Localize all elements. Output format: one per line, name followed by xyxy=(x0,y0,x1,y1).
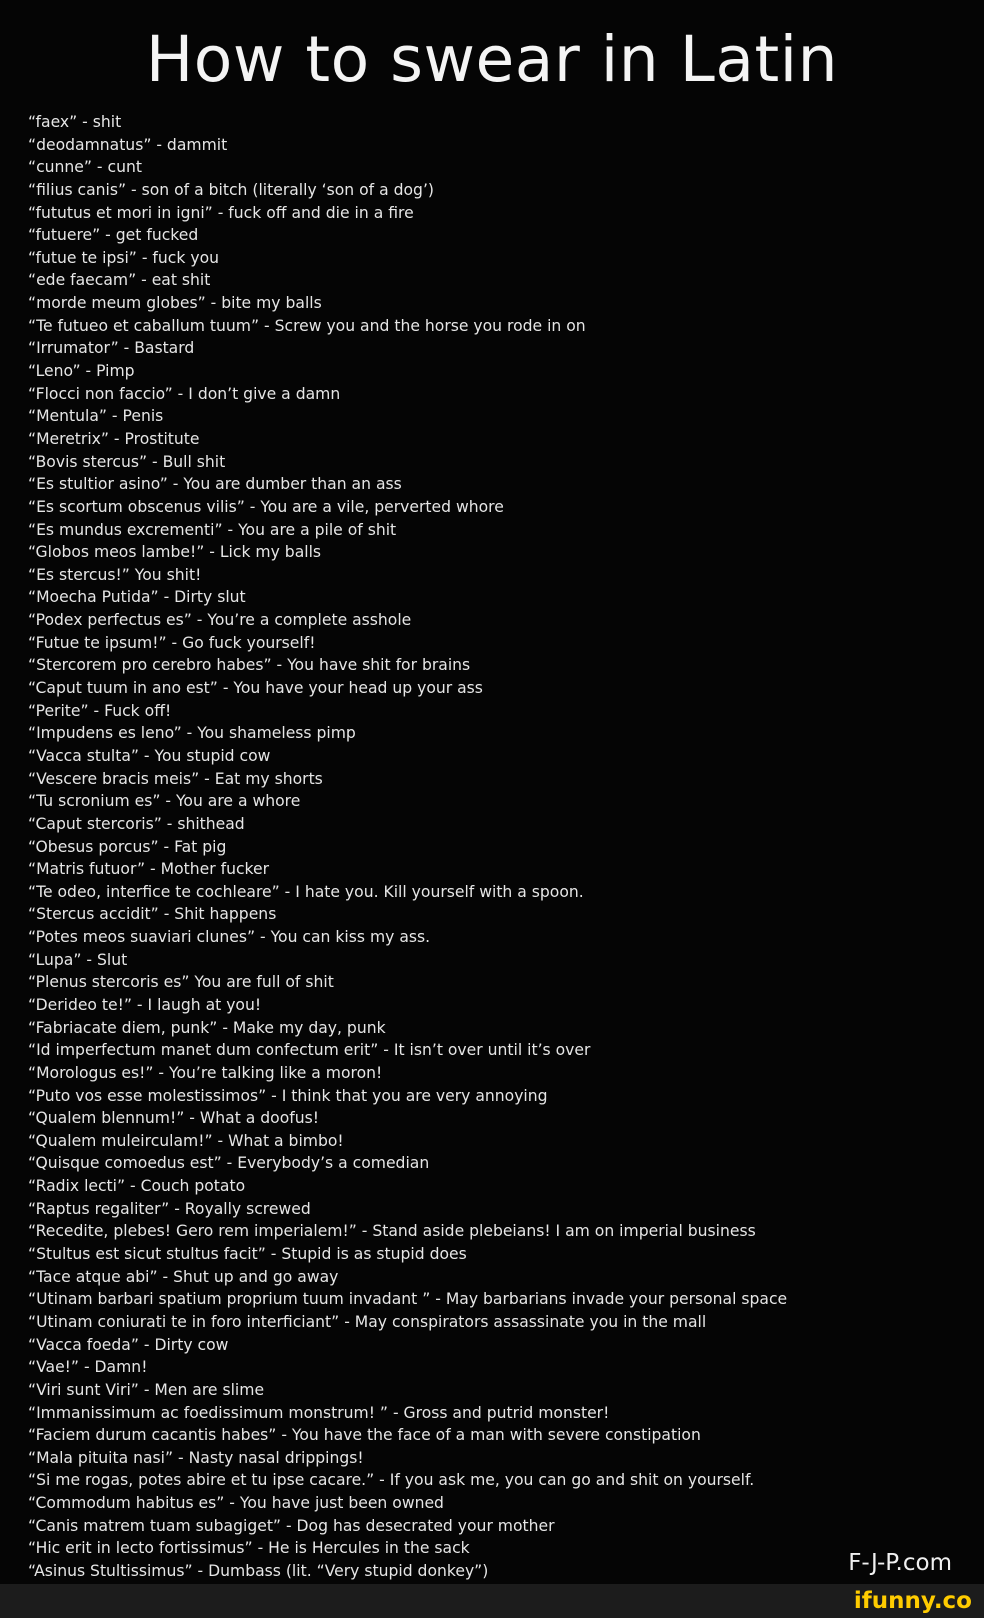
phrase-item: “Qualem blennum!” - What a doofus! xyxy=(28,1109,320,1128)
phrase-item: “Recedite, plebes! Gero rem imperialem!” - Stand aside plebeians! I am on imperial business xyxy=(28,1222,756,1241)
phrase-item: “Stultus est sicut stultus facit” - Stupid is as stupid does xyxy=(28,1245,467,1264)
phrase-item: “Te odeo, interfice te cochleare” - I hate you. Kill yourself with a spoon. xyxy=(28,882,584,901)
phrase-item: “Derideo te!” - I laugh at you! xyxy=(28,995,262,1014)
phrase-item: “Es scortum obscenus vilis” - You are a vile, perverted whore xyxy=(28,497,504,516)
phrase-item: “Bovis stercus” - Bull shit xyxy=(28,452,226,471)
phrase-item: “Caput stercoris” - shithead xyxy=(28,814,245,833)
phrase-item: “Es stultior asino” - You are dumber than an ass xyxy=(28,475,402,494)
source-watermark: F-J-P.com xyxy=(848,1550,952,1576)
page-title: How to swear in Latin xyxy=(145,23,839,96)
phrase-item: “Fabriacate diem, punk” - Make my day, punk xyxy=(28,1018,386,1037)
phrase-item: “Stercus accidit” - Shit happens xyxy=(28,905,277,924)
phrase-item: “Viri sunt Viri” - Men are slime xyxy=(28,1380,265,1399)
phrase-item: “filius canis” - son of a bitch (literally ‘son of a dog’) xyxy=(28,180,434,199)
phrase-item: “Vae!” - Damn! xyxy=(28,1358,148,1377)
phrase-item: “Impudens es leno” - You shameless pimp xyxy=(28,724,356,743)
phrase-item: “Mentula” - Penis xyxy=(28,407,164,426)
phrase-item: “Futue te ipsum!” - Go fuck yourself! xyxy=(28,633,316,652)
phrase-item: “Quisque comoedus est” - Everybody’s a comedian xyxy=(28,1154,430,1173)
phrase-item: “Es mundus excrementi” - You are a pile of shit xyxy=(28,520,397,539)
phrase-item: “Moecha Putida” - Dirty slut xyxy=(28,588,246,607)
phrase-item: “Utinam coniurati te in foro interficiant” - May conspirators assassinate you in the mall xyxy=(28,1312,707,1331)
phrase-item: “Commodum habitus es” - You have just been owned xyxy=(28,1494,444,1513)
phrase-item: “Perite” - Fuck off! xyxy=(28,701,172,720)
phrase-item: “ede faecam” - eat shit xyxy=(28,271,211,290)
phrase-item: “Mala pituita nasi” - Nasty nasal drippings! xyxy=(28,1448,364,1467)
phrase-item: “Puto vos esse molestissimos” - I think that you are very annoying xyxy=(28,1086,548,1105)
phrase-item: “Tu scronium es” - You are a whore xyxy=(28,792,301,811)
phrase-item: “Plenus stercoris es” You are full of shit xyxy=(28,973,334,992)
phrase-item: “fututus et mori in igni” - fuck off and die in a fire xyxy=(28,203,414,222)
phrase-item: “Id imperfectum manet dum confectum erit” - It isn’t over until it’s over xyxy=(28,1041,591,1060)
phrase-item: “Potes meos suaviari clunes” - You can kiss my ass. xyxy=(28,928,431,947)
phrase-item: “Tace atque abi” - Shut up and go away xyxy=(28,1267,339,1286)
phrase-item: “Meretrix” - Prostitute xyxy=(28,429,200,448)
phrase-item: “Podex perfectus es” - You’re a complete asshole xyxy=(28,611,412,630)
phrase-item: “Es stercus!” You shit! xyxy=(28,565,202,584)
phrase-item: “futue te ipsi” - fuck you xyxy=(28,248,220,267)
phrase-item: “futuere” - get fucked xyxy=(28,226,199,245)
phrase-item: “Vescere bracis meis” - Eat my shorts xyxy=(28,769,323,788)
phrase-item: “Immanissimum ac foedissimum monstrum! ” - Gross and putrid monster! xyxy=(28,1403,610,1422)
phrase-item: “Lupa” - Slut xyxy=(28,950,128,969)
phrase-item: “morde meum globes” - bite my balls xyxy=(28,294,322,313)
phrase-item: “Caput tuum in ano est” - You have your head up your ass xyxy=(28,679,483,698)
phrase-item: “Qualem muleirculam!” - What a bimbo! xyxy=(28,1131,344,1150)
brand-bar xyxy=(0,1584,984,1618)
phrase-item: “Morologus es!” - You’re talking like a moron! xyxy=(28,1063,383,1082)
phrase-item: “Te futueo et caballum tuum” - Screw you and the horse you rode in on xyxy=(28,316,586,335)
phrase-item: “deodamnatus” - dammit xyxy=(28,135,228,154)
phrase-item: “Raptus regaliter” - Royally screwed xyxy=(28,1199,311,1218)
phrase-item: “Leno” - Pimp xyxy=(28,362,135,381)
phrase-item: “Vacca foeda” - Dirty cow xyxy=(28,1335,229,1354)
brand-logo: ifunny.co xyxy=(853,1588,972,1614)
phrase-item: “Stercorem pro cerebro habes” - You have shit for brains xyxy=(28,656,471,675)
phrase-item: “Hic erit in lecto fortissimus” - He is Hercules in the sack xyxy=(28,1539,470,1558)
phrase-item: “Faciem durum cacantis habes” - You have the face of a man with severe constipation xyxy=(28,1426,701,1445)
phrase-item: “Vacca stulta” - You stupid cow xyxy=(28,746,271,765)
phrase-item: “faex” - shit xyxy=(28,113,122,131)
phrase-item: “Irrumator” - Bastard xyxy=(28,339,195,358)
phrase-item: “Radix lecti” - Couch potato xyxy=(28,1177,246,1196)
phrase-item: “Flocci non faccio” - I don’t give a damn xyxy=(28,384,341,403)
phrase-item: “Si me rogas, potes abire et tu ipse cacare.” - If you ask me, you can go and shit on yourself. xyxy=(28,1471,755,1490)
phrase-item: “Globos meos lambe!” - Lick my balls xyxy=(28,543,322,562)
phrase-item: “Canis matrem tuam subagiget” - Dog has desecrated your mother xyxy=(28,1516,555,1535)
phrase-item: “cunne” - cunt xyxy=(28,158,142,177)
phrase-item: “Obesus porcus” - Fat pig xyxy=(28,837,227,856)
phrase-list xyxy=(28,111,968,1593)
phrase-item: “Utinam barbari spatium proprium tuum invadant ” - May barbarians invade your personal space xyxy=(28,1290,788,1309)
phrase-item: “Matris futuor” - Mother fucker xyxy=(28,860,270,879)
phrase-item: “Asinus Stultissimus” - Dumbass (lit. “Very stupid donkey”) xyxy=(28,1562,489,1580)
